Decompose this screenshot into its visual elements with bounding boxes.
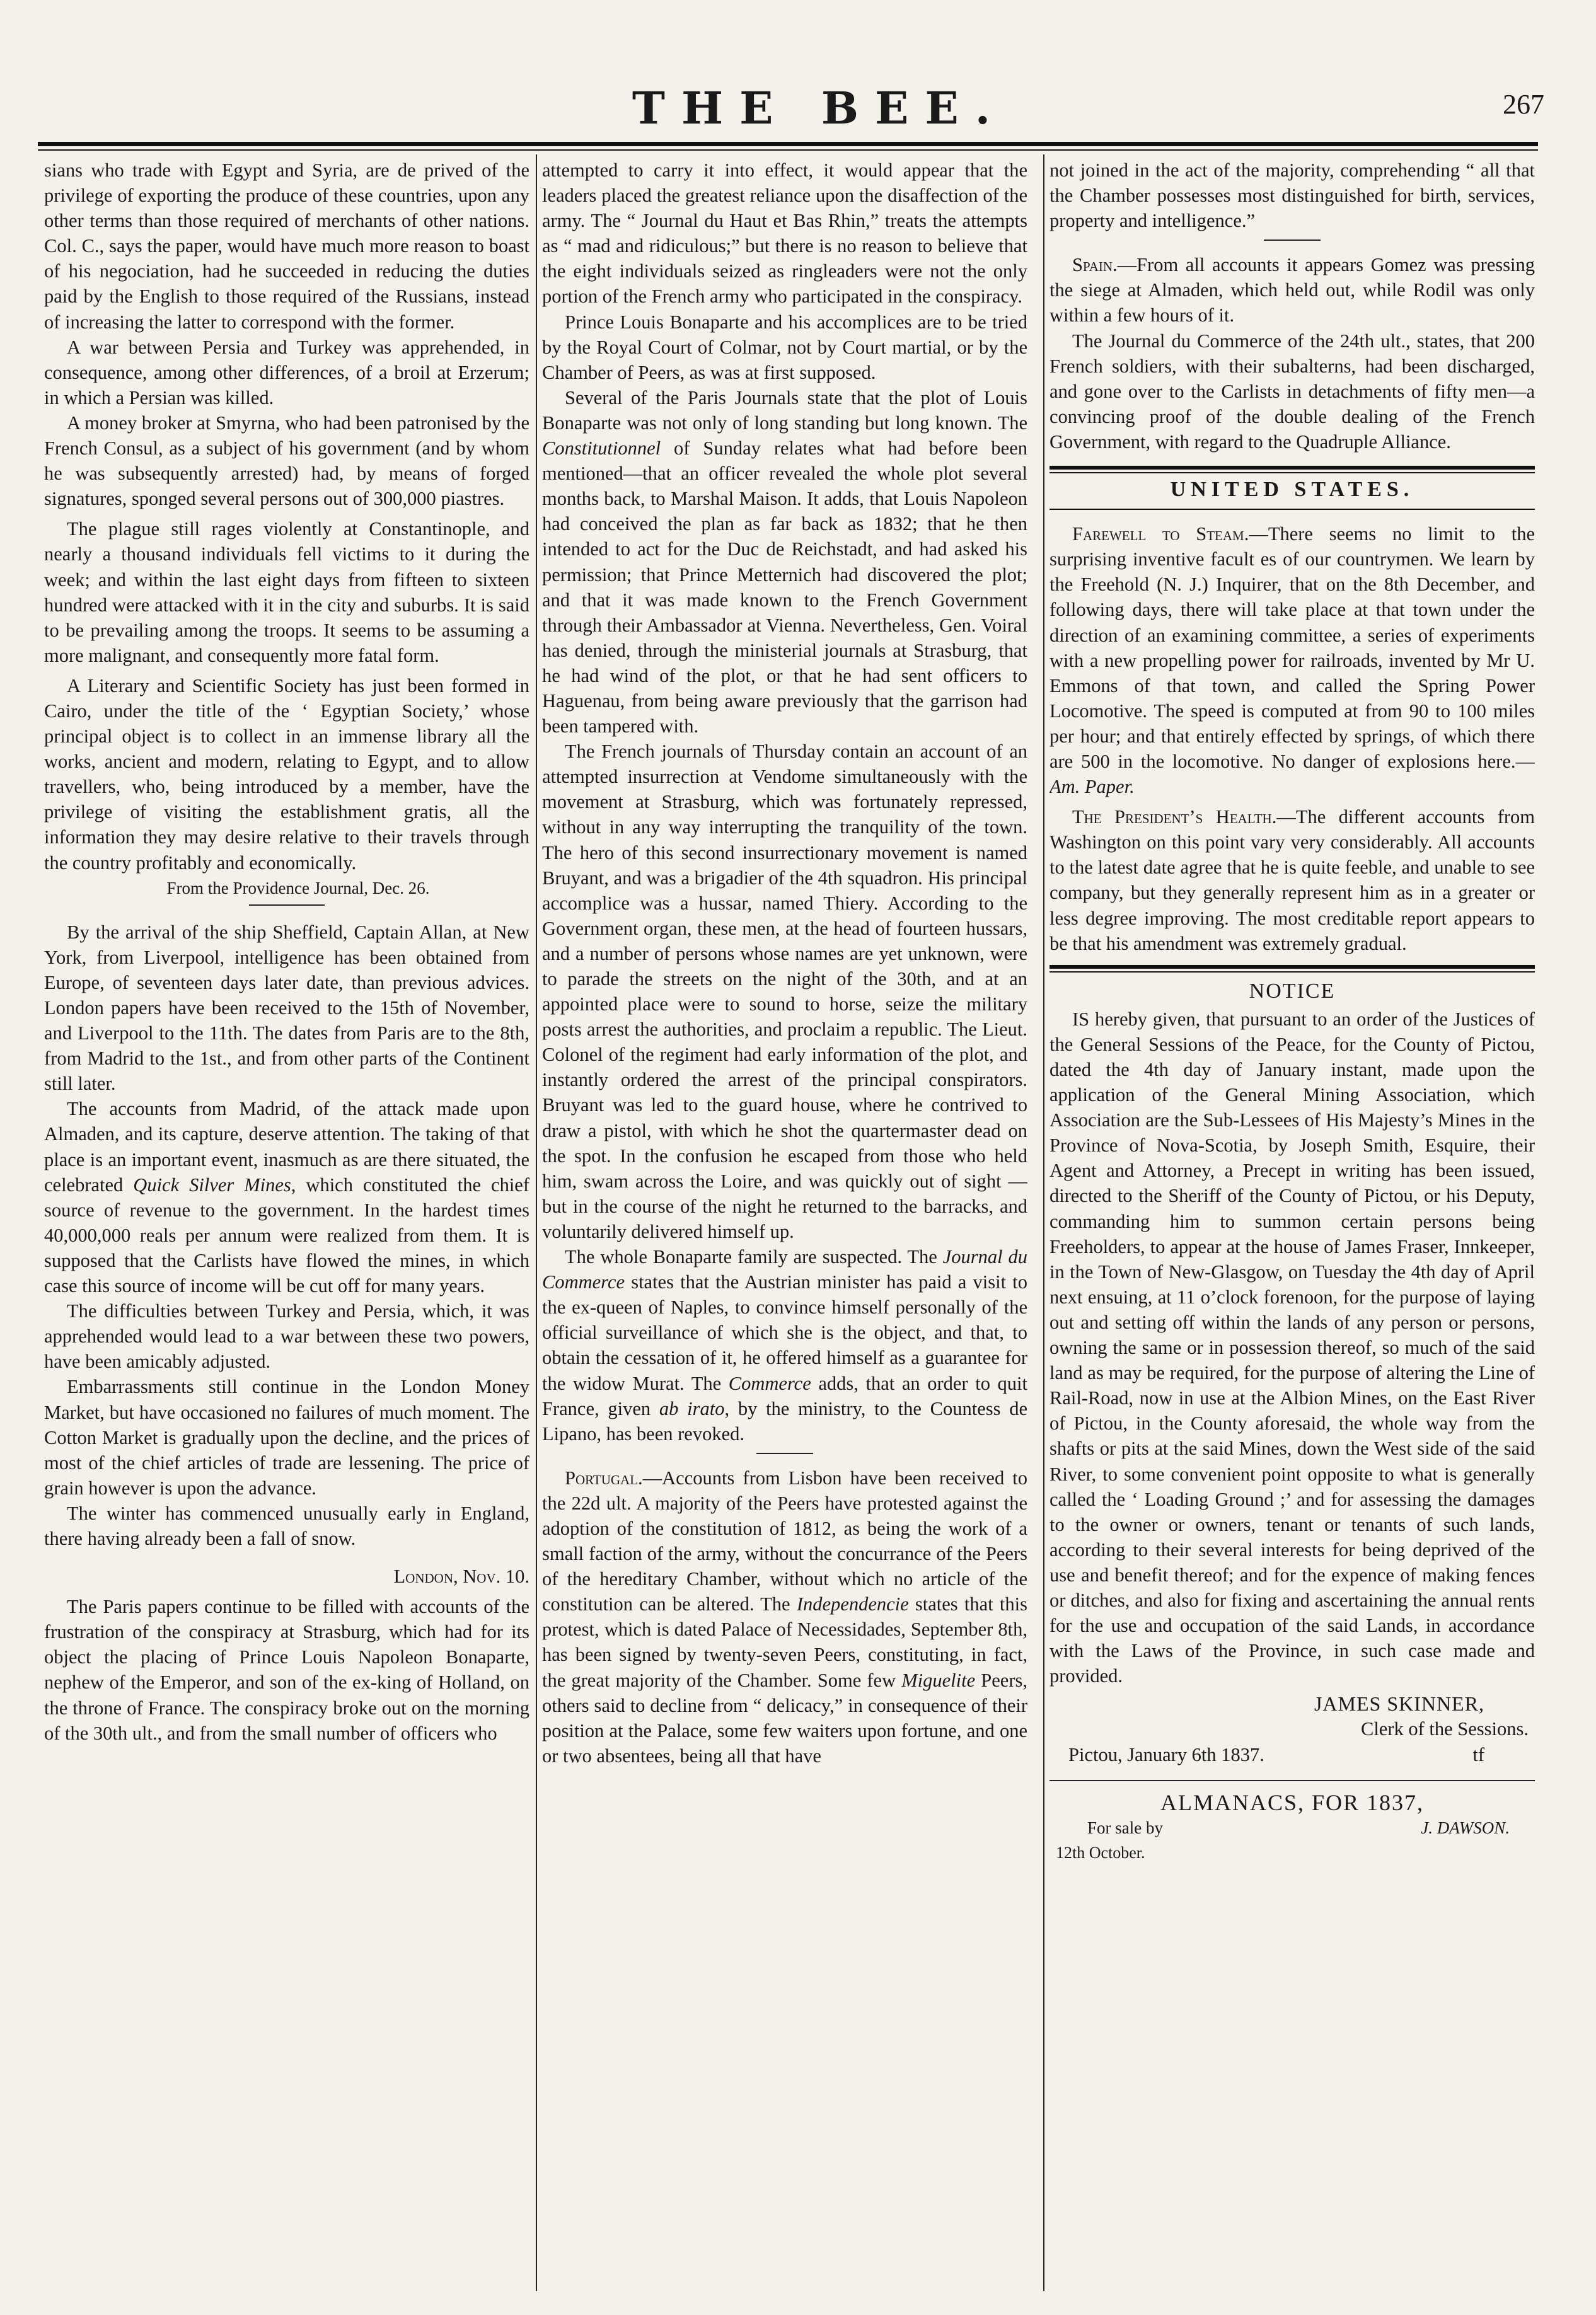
section-lead: Spain. bbox=[1072, 254, 1118, 276]
article-paragraph: Prince Louis Bonaparte and his accomplices are to be tried by the Royal Court of Colmar, not by Court martial, or by the Chamber of Peers, as was at first supposed. bbox=[542, 311, 1027, 383]
article-paragraph: The plague still rages violently at Constantinople, and nearly a thousand individuals fell victims to it during the week; and within the last eight days from fifteen to sixteen hundred were attacked with it in the city and suburbs. It is said to be prevailing among the troops. It seems to be assuming a more malignant, and consequently more fatal form. bbox=[44, 518, 529, 666]
section-heading bbox=[1050, 466, 1535, 510]
article-paragraph: The Journal du Commerce of the 24th ult., states, that 200 French soldiers, with their subalterns, had been discharged, and gone over to the Carlists in detachments of fifty men—a convincing proof of the double dealing of the French Government, with regard to the Quadruple Alliance. bbox=[1050, 330, 1535, 453]
page-number: 267 bbox=[1503, 89, 1544, 120]
article-paragraph: not joined in the act of the majority, comprehending “ all that the Chamber possesses most distinguished for birth, services, property and intelligence.” bbox=[1050, 159, 1535, 232]
italic-term: Journal du Commerce bbox=[542, 1246, 1027, 1293]
article-paragraph bbox=[1050, 252, 1535, 328]
article-paragraph: The Paris papers continue to be filled with accounts of the frustration of the conspiracy at Strasburg, which had for its object the placing of Prince Louis Napoleon Bonaparte, nephew of the Emperor, and son of the ex-king of Holland, on the throne of France. The conspiracy broke out on the morning of the 30th ult., and from the small number of officers who bbox=[44, 1596, 529, 1744]
column-divider bbox=[1043, 154, 1044, 2291]
column-3 bbox=[1050, 158, 1535, 2288]
article-paragraph: sians who trade with Egypt and Syria, are de prived of the privilege of exporting the produce of these countries, upon any other terms than those required of merchants of other nations. Col. C., says the paper, would have much more reason to boast of his negociation, had he succeeded in reducing the duties paid by the English to those required of the Russians, instead of increasing the latter to correspond with the former. bbox=[44, 159, 529, 333]
article-paragraph: The difficulties between Turkey and Persia, which, it was apprehended would lead to a war between these two powers, have been amicably adjusted. bbox=[44, 1300, 529, 1373]
text-run: states that the Austrian minister has paid a visit to the ex-queen of Naples, to convince himself personally of the official surveillance of which she is the object, and that, to obtain the cessation of it, he offered himself as a guarantee for the widow Murat. The bbox=[542, 1271, 1027, 1394]
text-run: , by the ministry, to the Countess de Lipano, has been revoked. bbox=[542, 1397, 1027, 1445]
italic-term: Am. Paper. bbox=[1050, 776, 1135, 798]
column-divider bbox=[536, 154, 537, 2291]
article-paragraph bbox=[542, 1244, 1027, 1446]
column-1 bbox=[44, 158, 529, 2288]
masthead bbox=[95, 82, 1544, 139]
article-paragraph bbox=[44, 1096, 529, 1298]
signature-dateline bbox=[1050, 1742, 1535, 1767]
signature-date: Pictou, January 6th 1837. bbox=[1068, 1743, 1264, 1765]
text-run: Peers, others said to decline from “ delicacy,” in consequence of their position at the Palace, some few waiters upon fortune, and one or two absentees, being all that have bbox=[542, 1669, 1027, 1767]
article-paragraph: The winter has commenced unusually early in England, there having already been a fall of snow. bbox=[44, 1502, 529, 1549]
italic-term: Quick Silver Mines bbox=[133, 1174, 291, 1196]
text-run: The whole Bonaparte family are suspected. The bbox=[565, 1246, 943, 1268]
article-paragraph: A war between Persia and Turkey was apprehended, in consequence, among other differences, of a broil at Erzerum; in which a Persian was killed. bbox=[44, 336, 529, 408]
section-lead: Portugal. bbox=[565, 1467, 643, 1489]
text-run: —There seems no limit to the surprising inventive facult es of our countrymen. We learn by the Freehold (N. J.) Inquirer, that on the 8th December, and following days, there will take place at that town under the direction of an examining committee, a series of experiments with a new propelling power for railroads, invented by Mr U. Emmons of that town, and called the Spring Power Locomotive. The speed is computed at from 90 to 100 miles per hour; and that entirely effected by springs, of which there are 500 in the locomotive. No danger of explosions here.— bbox=[1050, 523, 1535, 772]
signature-name: JAMES SKINNER, bbox=[1314, 1692, 1484, 1716]
article-paragraph: Embarrassments still continue in the London Money Market, but have occasioned no failures of much moment. The Cotton Market is gradually upon the decline, and the prices of most of the chief articles of trade are lessening. The price of grain however is upon the advance. bbox=[44, 1376, 529, 1499]
separator-rule bbox=[1050, 1780, 1535, 1781]
source-credit: From the Providence Journal, Dec. 26. bbox=[166, 878, 430, 898]
article-paragraph: A Literary and Scientific Society has just been formed in Cairo, under the title of the ‘ Egyptian Society,’ whose principal object is to collect in an immense library all the works, ancient and modern, relating to Egypt, and to allow travellers, who, being introduced by a member, have the privilege of visiting the establishment gratis, all the information they may desire relative to their travels through the country profitably and economically. bbox=[44, 674, 529, 874]
separator-rule bbox=[249, 904, 325, 906]
article-paragraph bbox=[1050, 804, 1535, 956]
article-paragraph bbox=[542, 385, 1027, 739]
text-run: —From all accounts it appears Gomez was pressing the siege at Almaden, which held out, while Rodil was only within a few hours of it. bbox=[1050, 254, 1535, 326]
italic-term: Miguelite bbox=[901, 1669, 976, 1691]
text-run: adds, that an order to quit France, given bbox=[542, 1372, 1027, 1419]
signature-title: Clerk of the Sessions. bbox=[1360, 1718, 1529, 1740]
separator-rule bbox=[1264, 240, 1321, 241]
text-run: , which constituted the chief source of revenue to the government. In the hardest times 40,000,000 reals per annum were realized from them. It is supposed that the Carlists have flowed the mines, in which case this source of income will be cut off for many years. bbox=[44, 1174, 529, 1297]
section-heading-text: UNITED STATES. bbox=[1050, 472, 1535, 502]
notice-rule bbox=[1050, 965, 1535, 973]
advertisement-date: 12th October. bbox=[1056, 1843, 1145, 1862]
text-run: states that this protest, which is dated Palace of Necessidades, September 8th, has been signed by twenty-seven Peers, constituting, in fact, the great majority of the Chamber. Some few bbox=[542, 1593, 1027, 1691]
advertisement-sale: For sale by bbox=[1087, 1818, 1163, 1837]
article-paragraph: A money broker at Smyrna, who had been patronised by the French Consul, as a subject of his government (and by whom he was subsequently arrested) had, by means of forged signatures, sponged several persons out of 300,000 piastres. bbox=[44, 412, 529, 510]
text-run: of Sunday relates what had before been mentioned—that an officer revealed the whole plot several months back, to Marshal Maison. It adds, that Louis Napoleon had conceived the plan as far back as 1832; that he then intended to act for the Duc de Reichstadt, and had asked his permission; that Prince Metternich had discovered the plot; and that it was made known to the French Government through their Ambassador at Vienna. Nevertheless, Gen. Voiral has denied, through the ministerial journals at Strasburg, that he had wind of the plot, or that he had sent officers to Haguenau, from being aware previously that the garrison had been tampered with. bbox=[542, 437, 1027, 737]
notice-body: IS hereby given, that pursuant to an order of the Justices of the General Sessions of the Peace, for the County of Pictou, dated the 4th day of January instant, made upon the application of the General Mining Association, which Association are the Sub-Lessees of His Majesty’s Mines in the Province of Nova-Scotia, by Joseph Smith, Esquire, their Agent and Attorney, a Precept in writing has been issued, directed to the Sheriff of the County of Pictou, or his Deputy, commanding him to summon certain persons being Freeholders, to appear at the house of James Fraser, Innkeeper, in the Town of New-Glasgow, on Tuesday the 4th day of April next ensuing, at 11 o’clock forenoon, for the purpose of laying out and setting off within the lands of any person or persons, owning the same or in possession thereof, so much of the said land as may be required, for the purpose of altering the Line of Rail-Road, now in use at the Albion Mines, on the East River of Pictou, in the County aforesaid, the whole way from the shafts or pits at the said Mines, down the West side of the said River, to some convenient point opposite to what is generally called the ‘ Loading Ground ;’ and for assessing the damages to the owner or owners, tenant or tenants of such lands, according to their several interests for being deprived of the use and benefit thereof; and for the expence of making fences or ditches, and also for fixing and ascertaining the annual rents for the use and occupation of the said Lands, in accordance with the Laws of the Province, in such case made and provided. bbox=[1050, 1008, 1535, 1687]
text-run: —The different accounts from Washington on this point vary very considerably. All accounts to the latest date agree that he is quite feeble, and unable to see company, but they generally represent him as in a greater or less degree improving. The most creditable report appears to be that his amendment was extremely gradual. bbox=[1050, 806, 1535, 954]
text-run: —Accounts from Lisbon have been received to the 22d ult. A majority of the Peers have protested against the adoption of the constitution of 1812, as being the work of a small faction of the army, without the concurrance of the Peers of the hereditary Chamber, without which no article of the constitution can be altered. The bbox=[542, 1467, 1027, 1615]
article-paragraph bbox=[542, 1465, 1027, 1769]
dateline: London, Nov. 10. bbox=[393, 1566, 529, 1588]
section-lead: Farewell to Steam. bbox=[1072, 523, 1249, 545]
masthead-rule bbox=[38, 142, 1538, 151]
advertisement-line bbox=[1050, 1815, 1535, 1840]
advertisement-title: ALMANACS, FOR 1837, bbox=[1160, 1789, 1425, 1815]
separator-rule bbox=[756, 1453, 813, 1454]
text-run: Several of the Paris Journals state that the plot of Louis Bonaparte was not only of long standing but long known. The bbox=[542, 386, 1027, 434]
advertisement-seller: J. DAWSON. bbox=[1421, 1818, 1510, 1837]
italic-term: Commerce bbox=[728, 1372, 811, 1394]
italic-term: ab irato bbox=[659, 1397, 725, 1419]
notice-title: NOTICE bbox=[1249, 979, 1336, 1003]
signature-mark: tf bbox=[1472, 1743, 1484, 1765]
article-paragraph bbox=[1050, 521, 1535, 799]
article-paragraph: attempted to carry it into effect, it would appear that the leaders placed the greatest reliance upon the disaffection of the army. The “ Journal du Haut et Bas Rhin,” treats the attempts as “ mad and ridiculous;” but there is no reason to believe that the eight individuals seized as ringleaders were not the only portion of the French army who participated in the conspiracy. bbox=[542, 159, 1027, 308]
section-lead: The President’s Health. bbox=[1072, 806, 1277, 828]
italic-term: Constitutionnel bbox=[542, 437, 661, 459]
article-paragraph: By the arrival of the ship Sheffield, Captain Allan, at New York, from Liverpool, intelligence has been obtained from Europe, of seventeen days later date, than previous advices. London papers have been received to the 15th of November, and Liverpool to the 11th. The dates from Paris are to the 8th, from Madrid to the 1st., and from other parts of the Continent still later. bbox=[44, 921, 529, 1095]
italic-term: Independencie bbox=[796, 1593, 909, 1615]
article-paragraph: The French journals of Thursday contain an account of an attempted insurrection at Vendome simultaneously with the movement at Strasburg, which was fortunately repressed, without in any way interrupting the tranquility of the town. The hero of this second insurrectionary movement is named Bruyant, and was a brigadier of the 4th squadron. His principal accomplice was a hussar, named Thiery. According to the Government organ, these men, at the head of fourteen hussars, and a number of persons whose names are yet unknown, were to parade the streets on the night of the 30th, and at an appointed place were to sound to horse, seize the military posts arrest the authorities, and proclaim a republic. The Lieut. Colonel of the regiment had early information of the plot, and instantly ordered the arrest of the principal conspirators. Bruyant was led to the guard house, where he contrived to draw a pistol, with which he shot the quartermaster dead on the spot. In the confusion he escaped from those who held him, swam across the Loire, and was quickly out of sight —but in the course of the night he returned to the barracks, and voluntarily delivered himself up. bbox=[542, 741, 1027, 1242]
text-run: The accounts from Madrid, of the attack made upon Almaden, and its capture, deserve attention. The taking of that place is an important event, inasmuch as are there situated, the celebrated bbox=[44, 1098, 529, 1196]
column-2 bbox=[542, 158, 1027, 2288]
newspaper-title: THE BEE. bbox=[632, 82, 1007, 134]
